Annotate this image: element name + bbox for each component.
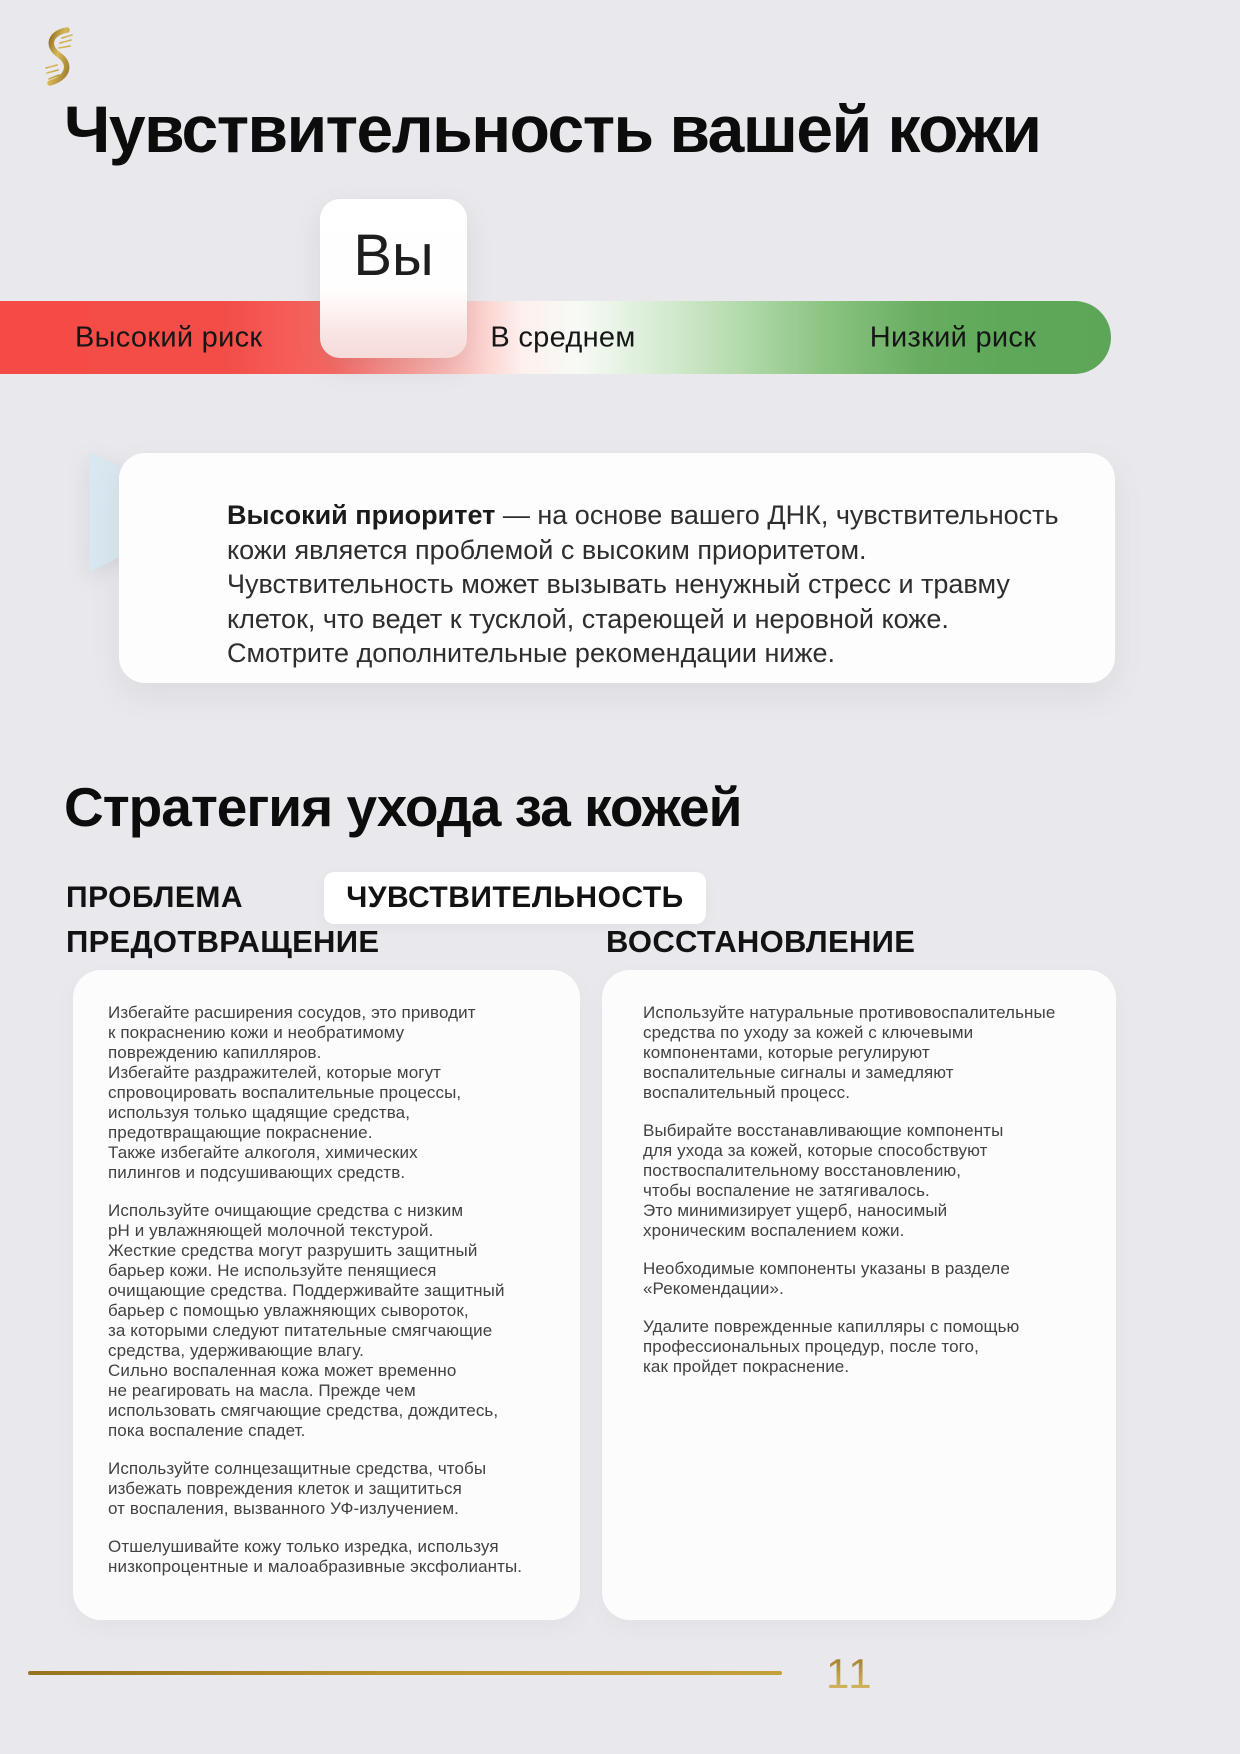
text-line: к покраснению кожи и необратимому xyxy=(108,1023,405,1042)
priority-callout xyxy=(119,453,1115,683)
text-line: pH и увлажняющей молочной текстурой. xyxy=(108,1221,434,1240)
risk-label-low: Низкий риск xyxy=(869,321,1037,353)
text-line: Необходимые компоненты указаны в разделе xyxy=(643,1259,1010,1278)
text-line: хроническим воспалением кожи. xyxy=(643,1221,905,1240)
text-line: Удалите поврежденные капилляры с помощью xyxy=(643,1317,1020,1336)
text-line: кожи является проблемой с высоким приоритетом. xyxy=(227,534,867,565)
text-line: низкопроцентные и малоабразивные эксфолианты. xyxy=(108,1557,523,1576)
problem-label: ПРОБЛЕМА xyxy=(66,881,244,914)
column-heading-recovery: ВОССТАНОВЛЕНИЕ xyxy=(606,924,916,959)
text-line: компонентами, которые регулируют xyxy=(643,1043,930,1062)
problem-value-badge xyxy=(324,872,706,924)
text-line: чтобы воспаление не затягивалось. xyxy=(643,1181,930,1200)
text-line: пока воспаление спадет. xyxy=(108,1421,306,1440)
text-line: Смотрите дополнительные рекомендации ниже. xyxy=(227,638,836,668)
card-paragraph xyxy=(108,1537,554,1577)
text-line: очищающие средства. Поддерживайте защитный xyxy=(108,1281,505,1300)
text-line: Используйте натуральные противовоспалительные xyxy=(643,1003,1056,1022)
text-line: Используйте солнцезащитные средства, чтобы xyxy=(108,1459,487,1478)
text-line: воспалительный процесс. xyxy=(643,1083,851,1102)
risk-gradient-bar xyxy=(0,301,1111,374)
prevention-card xyxy=(73,970,580,1620)
text-line: спровоцировать воспалительные процессы, xyxy=(108,1083,462,1102)
text-line: Используйте очищающие средства с низким xyxy=(108,1201,464,1220)
text-line: как пройдет покраснение. xyxy=(643,1357,850,1376)
card-paragraph xyxy=(643,1317,1092,1377)
card-paragraph xyxy=(108,1459,554,1519)
text-line: Выбирайте восстанавливающие компоненты xyxy=(643,1121,1004,1140)
column-heading-prevention: ПРЕДОТВРАЩЕНИЕ xyxy=(66,924,380,959)
text-line: Избегайте расширения сосудов, это приводит xyxy=(108,1003,476,1022)
text-line: для ухода за кожей, которые способствуют xyxy=(643,1141,988,1160)
text-line: барьер с помощью увлажняющих сывороток, xyxy=(108,1301,469,1320)
page-title: Чувствительность вашей кожи xyxy=(64,92,1041,166)
text-line: повреждению капилляров. xyxy=(108,1043,322,1062)
text-line: избежать повреждения клеток и защититься xyxy=(108,1479,462,1498)
text-line: профессиональных процедур, после того, xyxy=(643,1337,979,1356)
text-line: от воспаления, вызванного УФ-излучением. xyxy=(108,1499,459,1518)
card-paragraph xyxy=(643,1259,1092,1299)
prevention-card-body xyxy=(108,1003,554,1577)
risk-label-high: Высокий риск xyxy=(75,321,263,353)
text-line: Избегайте раздражителей, которые могут xyxy=(108,1063,442,1082)
risk-label-average: В среднем xyxy=(490,321,636,353)
text-line: средства по уходу за кожей с ключевыми xyxy=(643,1023,974,1042)
callout-lead-suffix: — на основе вашего ДНК, чувствительность xyxy=(495,500,1059,530)
card-paragraph xyxy=(108,1003,554,1183)
text-line: Отшелушивайте кожу только изредка, используя xyxy=(108,1537,499,1556)
recovery-card-body xyxy=(643,1003,1092,1377)
dna-logo-icon xyxy=(36,26,82,88)
card-paragraph xyxy=(643,1121,1092,1241)
text-line: не реагировать на масла. Прежде чем xyxy=(108,1381,416,1400)
text-line: барьер кожи. Не используйте пенящиеся xyxy=(108,1261,437,1280)
card-paragraph xyxy=(108,1201,554,1441)
text-line: Также избегайте алкоголя, химических xyxy=(108,1143,418,1162)
text-line: Это минимизирует ущерб, наносимый xyxy=(643,1201,948,1220)
text-line: предотвращающие покраснение. xyxy=(108,1123,373,1142)
callout-first-line xyxy=(227,498,1085,533)
text-line: за которыми следуют питательные смягчающие xyxy=(108,1321,493,1340)
text-line: использовать смягчающие средства, дождитесь, xyxy=(108,1401,499,1420)
text-line: поствоспалительному восстановлению, xyxy=(643,1161,962,1180)
text-line: Чувствительность может вызывать ненужный стресс и травму xyxy=(227,569,1010,599)
your-position-marker xyxy=(320,199,467,358)
text-line: пилингов и подсушивающих средств. xyxy=(108,1163,406,1182)
footer-divider xyxy=(28,1671,782,1675)
callout-lead: Высокий приоритет xyxy=(227,500,496,530)
recovery-card xyxy=(602,970,1116,1620)
card-paragraph xyxy=(643,1003,1092,1103)
text-line: используя только щадящие средства, xyxy=(108,1103,411,1122)
problem-value: ЧУВСТВИТЕЛЬНОСТЬ xyxy=(346,881,684,914)
text-line: «Рекомендации». xyxy=(643,1279,784,1298)
text-line: клеток, что ведет к тусклой, стареющей и неровной коже. xyxy=(227,603,949,634)
callout-body xyxy=(227,533,1085,671)
page-number: 11 xyxy=(826,1650,874,1697)
text-line: воспалительные сигналы и замедляют xyxy=(643,1063,954,1082)
text-line: Жесткие средства могут разрушить защитный xyxy=(108,1241,478,1260)
text-line: Сильно воспаленная кожа может временно xyxy=(108,1361,457,1380)
text-line: средства, удерживающие влагу. xyxy=(108,1341,364,1360)
your-position-label: Вы xyxy=(353,223,434,288)
strategy-title: Стратегия ухода за кожей xyxy=(64,776,742,838)
